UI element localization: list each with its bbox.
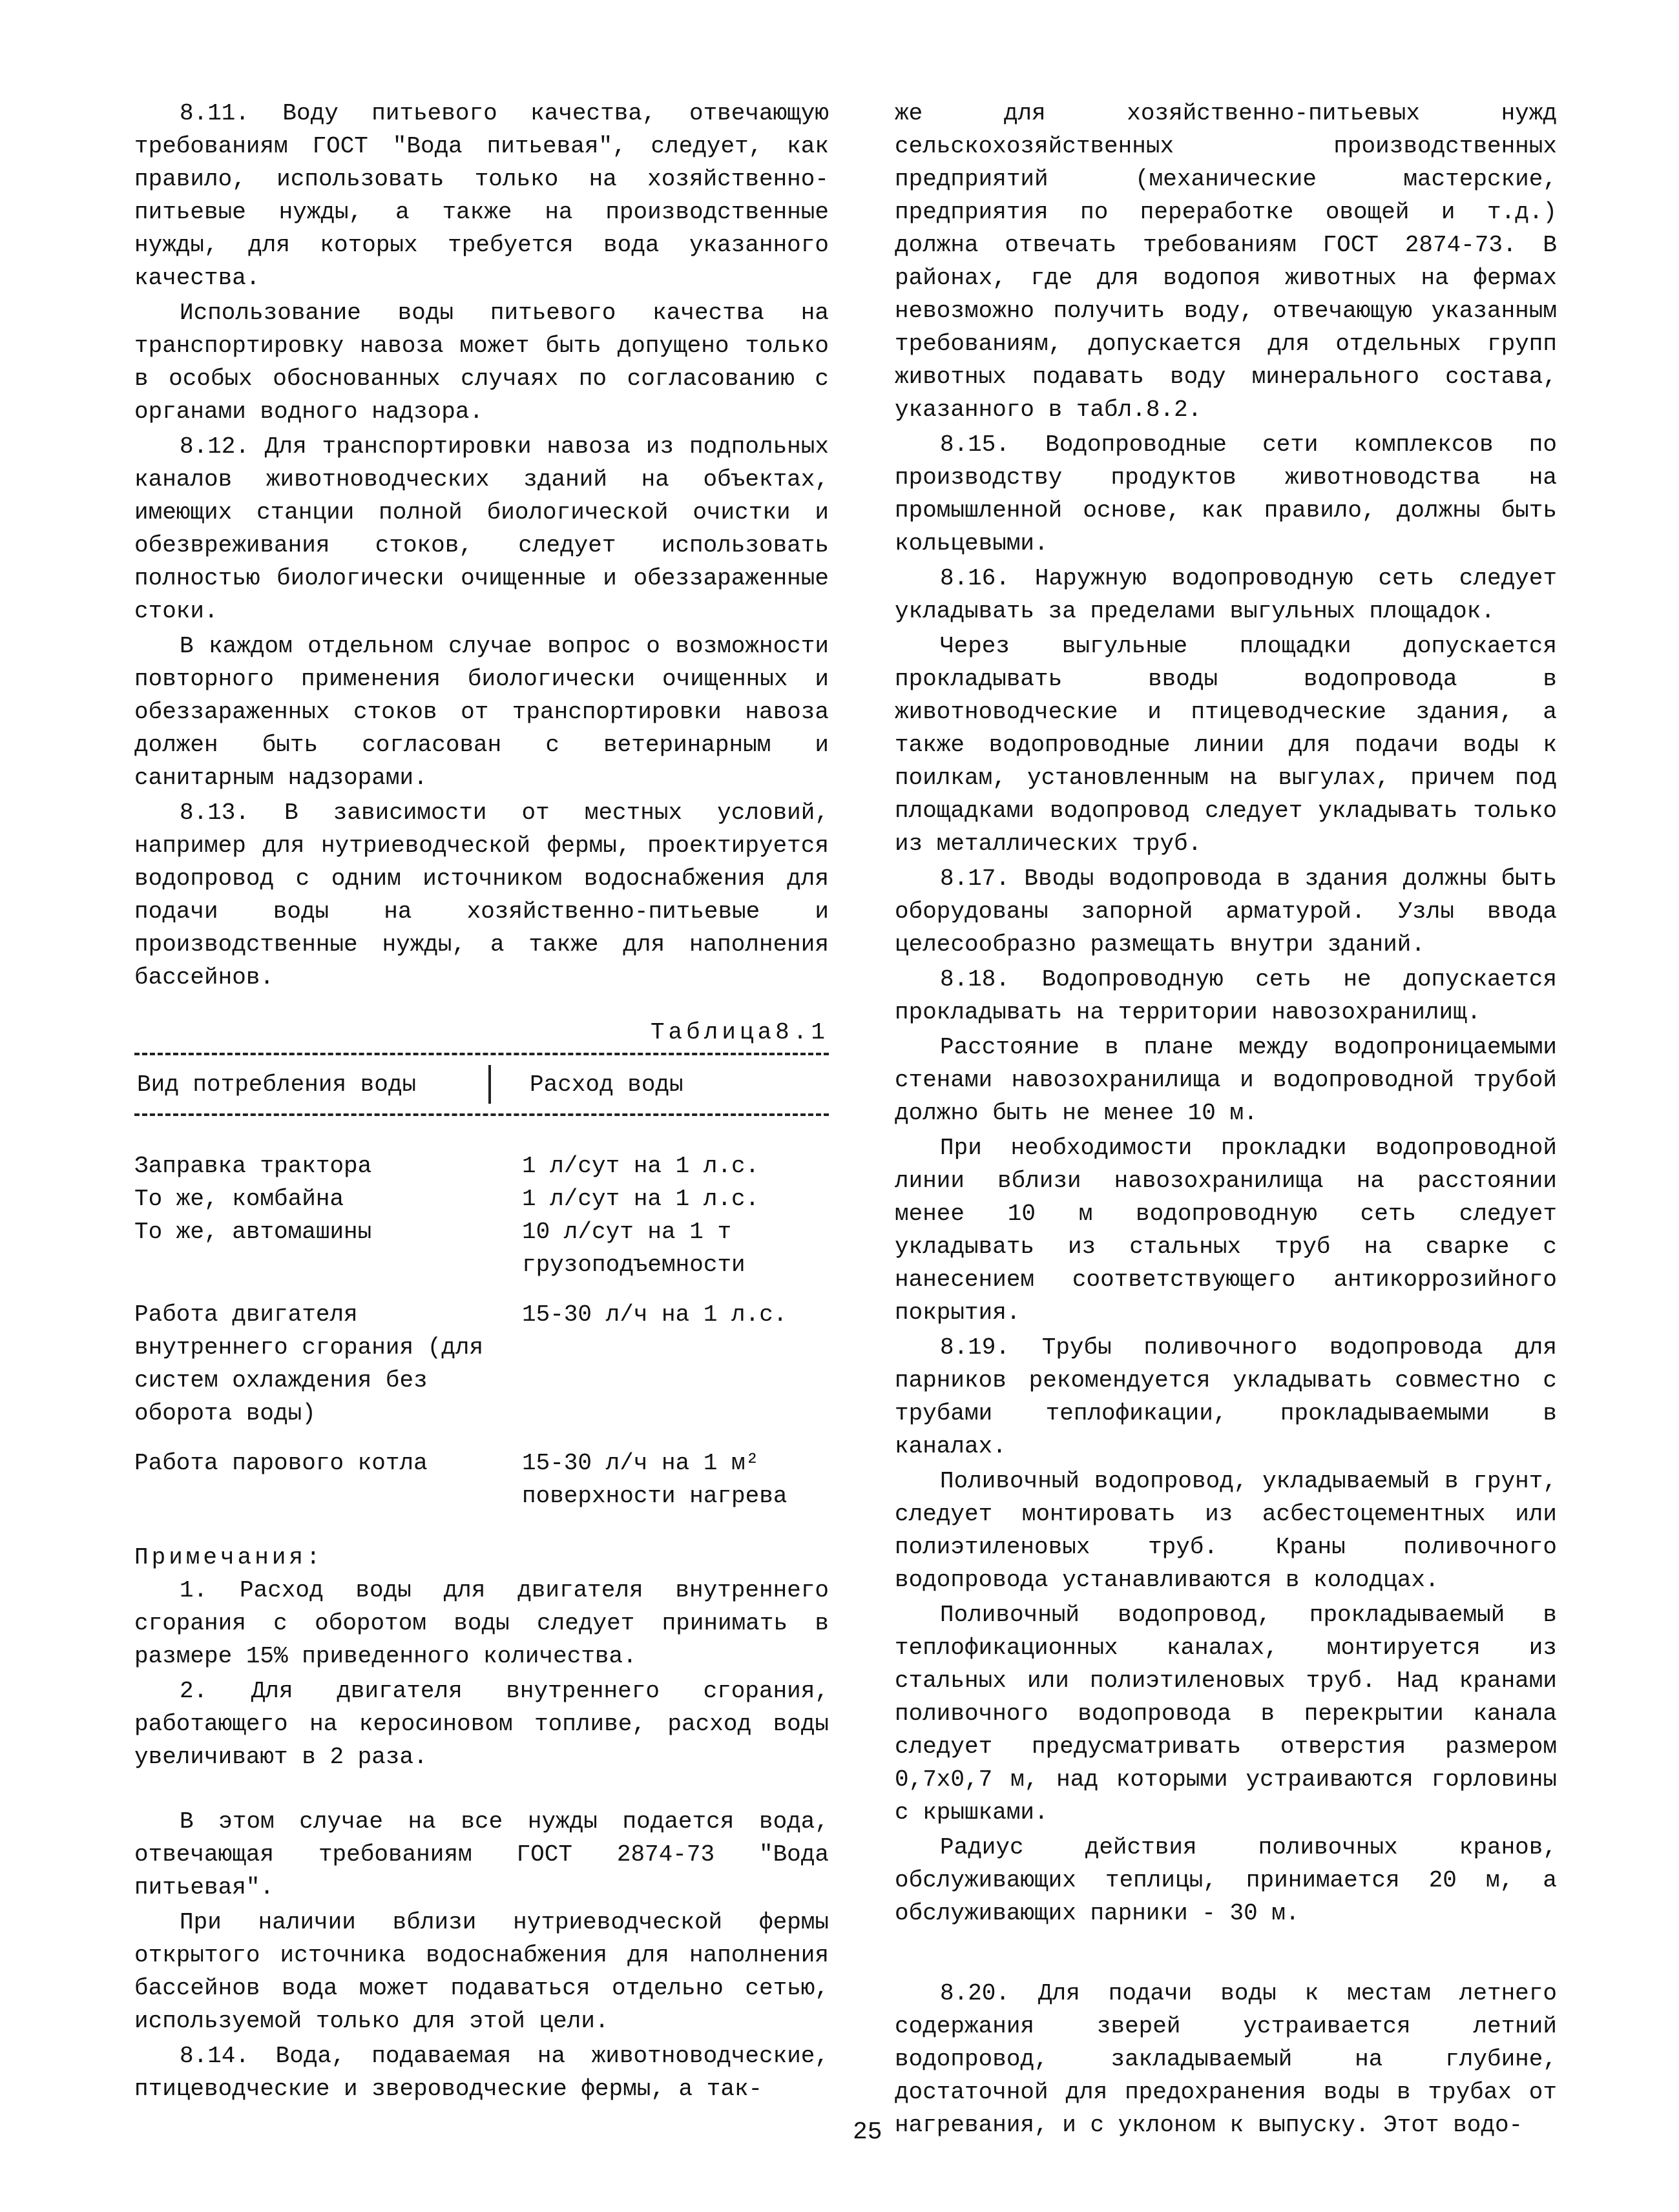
paragraph: Радиус действия поливочных кранов, обслуживающих теплицы, принимается 20 м, а обслуживающих парники - 30 м. <box>895 1834 1557 1927</box>
paragraph-8-16: 8.16. Наружную водопроводную сеть следует укладывать за пределами выгульных площадок. <box>895 565 1557 625</box>
table-cell-value: 15-30 л/ч на 1 л.с. <box>522 1301 787 1328</box>
table-cell-type: То же, автомашины <box>134 1219 372 1245</box>
paragraph: При необходимости прокладки водопроводной линии вблизи навозохранилища на расстоянии менее 10 м водопроводную сеть следует укладывать из стальных труб на сварке с нанесением соответствующего антикоррозийного покрытия. <box>895 1135 1557 1326</box>
right-column <box>895 97 1557 2144</box>
table-body <box>134 1150 829 1513</box>
table-cell-value: 10 л/сут на 1 т грузоподъемности <box>522 1219 746 1278</box>
paragraph-8-17: 8.17. Вводы водопровода в здания должны быть оборудованы запорной арматурой. Узлы ввода целесообразно размещать внутри зданий. <box>895 865 1557 958</box>
paragraph: Поливочный водопровод, прокладываемый в теплофикационных каналах, монтируется из стальных или полиэтиленовых труб. Над кранами поливочного водопровода в перекрытии канала следует предусматривать отверстия размером 0,7х0,7 м, над которыми устраиваются горловины с крышками. <box>895 1602 1557 1826</box>
table-cell-value: 1 л/сут на 1 л.с. <box>522 1153 760 1179</box>
paragraph-8-19: 8.19. Трубы поливочного водопровода для парников рекомендуется укладывать совместно с трубами теплофикации, прокладываемыми в каналах. <box>895 1334 1557 1460</box>
table-8-1 <box>134 1016 829 1513</box>
table-row <box>134 1447 829 1513</box>
table-row <box>134 1150 829 1183</box>
table-header <box>134 1055 829 1113</box>
spacer <box>134 1775 829 1805</box>
page-number: 25 <box>853 2118 882 2146</box>
table-row <box>134 1183 829 1215</box>
notes-title: Примечания: <box>134 1544 324 1571</box>
paragraph-8-15: 8.15. Водопроводные сети комплексов по производству продуктов животноводства на промышленной основе, как правило, должны быть кольцевыми. <box>895 431 1557 557</box>
paragraph: В каждом отдельном случае вопрос о возможности повторного применения биологически очищенных и обеззараженных стоков от транспортировки навоза должен быть согласован с ветеринарным и санитарным надзорами. <box>134 633 829 791</box>
table-header-type: Вид потребления воды <box>137 1071 417 1098</box>
table-cell-type: Работа двигателя внутреннего сгорания (для систем охлаждения без оборота воды) <box>134 1301 484 1427</box>
table-cell-value: 1 л/сут на 1 л.с. <box>522 1186 760 1212</box>
table-header-consumption: Расход воды <box>530 1071 683 1098</box>
table-row <box>134 1298 829 1430</box>
table-cell-type: То же, комбайна <box>134 1186 344 1212</box>
note-1: 1. Расход воды для двигателя внутреннего сгорания с оборотом воды следует принимать в размере 15% приведенного количества. <box>134 1577 829 1669</box>
paragraph-8-20: 8.20. Для подачи воды к местам летнего содержания зверей устраивается летний водопровод, закладываемый на глубине, достаточной для предохранения воды в трубах от нагревания, и с уклоном к выпуску. Этот водо- <box>895 1980 1557 2138</box>
header-divider <box>486 1065 491 1104</box>
table-row <box>134 1215 829 1281</box>
paragraph-8-11: 8.11. Воду питьевого качества, отвечающую требованиям ГОСТ "Вода питьевая", следует, как правило, использовать только на хозяйственно-питьевые нужды, а также на производственные нужды, для которых требуется вода указанного качества. <box>134 100 829 291</box>
paragraph-8-14: 8.14. Вода, подаваемая на животноводческие, птицеводческие и звероводческие фермы, а так- <box>134 2043 829 2102</box>
paragraph-continuation: же для хозяйственно-питьевых нужд сельскохозяйственных производственных предприятий (механические мастерские, предприятия по переработке овощей и т.д.) должна отвечать требованиям ГОСТ 2874-73. В районах, где для водопоя животных на фермах невозможно получить воду, отвечающую указанным требованиям, допускается для отдельных групп животных подавать воду минерального состава, указанного в табл.8.2. <box>895 100 1557 423</box>
table-cell-type: Заправка трактора <box>134 1153 372 1179</box>
table-cell-type: Работа парового котла <box>134 1450 428 1476</box>
paragraph: В этом случае на все нужды подается вода, отвечающая требованиям ГОСТ 2874-73 "Вода питьевая". <box>134 1808 829 1901</box>
paragraph: Использование воды питьевого качества на транспортировку навоза может быть допущено только в особых обоснованных случаях по согласованию с органами водного надзора. <box>134 300 829 425</box>
paragraph: Расстояние в плане между водопроницаемыми стенами навозохранилища и водопроводной трубой должно быть не менее 10 м. <box>895 1034 1557 1126</box>
spacer <box>895 1932 1557 1977</box>
paragraph-8-12: 8.12. Для транспортировки навоза из подпольных каналов животноводческих зданий на объектах, имеющих станции полной биологической очистки и обезвреживания стоков, следует использовать полностью биологически очищенные и обеззараженные стоки. <box>134 433 829 625</box>
table-title: Таблица8.1 <box>650 1019 829 1046</box>
table-rule-bottom <box>134 1113 829 1116</box>
paragraph-8-18: 8.18. Водопроводную сеть не допускается прокладывать на территории навозохранилищ. <box>895 966 1557 1026</box>
left-column <box>134 97 829 2107</box>
table-cell-value: 15-30 л/ч на 1 м² поверхности нагрева <box>522 1450 787 1509</box>
note-2: 2. Для двигателя внутреннего сгорания, работающего на керосиновом топливе, расход воды увеличивают в 2 раза. <box>134 1678 829 1770</box>
paragraph: Через выгульные площадки допускается прокладывать вводы водопровода в животноводческие и птицеводческие здания, а также водопроводные линии для подачи воды к поилкам, установленным на выгулах, причем под площадками водопровод следует укладывать только из металлических труб. <box>895 633 1557 857</box>
paragraph: Поливочный водопровод, укладываемый в грунт, следует монтировать из асбестоцементных или полиэтиленовых труб. Краны поливочного водопровода устанавливаются в колодцах. <box>895 1468 1557 1593</box>
paragraph-8-13: 8.13. В зависимости от местных условий, например для нутриеводческой фермы, проектируется водопровод с одним источником водоснабжения для подачи воды на хозяйственно-питьевые и производственные нужды, а также для наполнения бассейнов. <box>134 800 829 991</box>
paragraph: При наличии вблизи нутриеводческой фермы открытого источника водоснабжения для наполнения бассейнов вода может подаваться отдельно сетью, используемой только для этой цели. <box>134 1909 829 2034</box>
